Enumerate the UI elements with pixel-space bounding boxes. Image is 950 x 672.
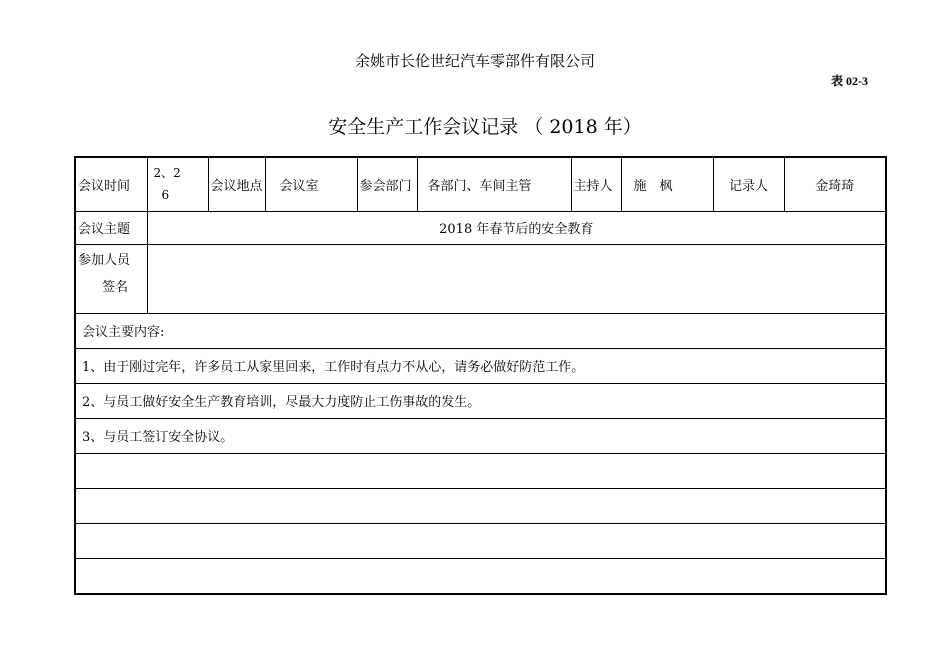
dept-label: 参会部门	[357, 157, 417, 211]
recorder-value: 金琦琦	[784, 157, 886, 211]
form-number: 表 02-3	[831, 74, 868, 88]
time-value-cell	[147, 157, 208, 211]
topic-value: 2018 年春节后的安全教育	[147, 211, 886, 244]
location-value: 会议室	[265, 157, 357, 211]
content-item-1: 1、由于刚过完年，许多员工从家里回来，工作时有点力不从心，请务必做好防范工作。	[75, 348, 886, 383]
host-label: 主持人	[571, 157, 621, 211]
content-line	[75, 348, 886, 383]
meeting-info-row	[75, 157, 886, 211]
content-item-4	[75, 453, 886, 488]
content-line	[75, 558, 886, 594]
content-item-6	[75, 523, 886, 558]
participants-label-line2: 签名	[102, 279, 129, 295]
location-label: 会议地点	[208, 157, 265, 211]
content-label-row	[75, 313, 886, 348]
content-item-5	[75, 488, 886, 523]
company-name: 余姚市长伦世纪汽车零部件有限公司	[354, 52, 595, 70]
page-title: 安全生产工作会议记录 （ 2018 年）	[328, 116, 642, 138]
participants-row	[75, 244, 886, 313]
recorder-label: 记录人	[713, 157, 784, 211]
content-line	[75, 453, 886, 488]
dept-value: 各部门、车间主管	[417, 157, 571, 211]
content-line	[75, 418, 886, 453]
time-value-line1: 2、2	[153, 166, 181, 180]
content-item-2: 2、与员工做好安全生产教育培训，尽最大力度防止工伤事故的发生。	[75, 383, 886, 418]
participants-label	[75, 244, 147, 313]
host-value: 施 枫	[621, 157, 713, 211]
content-line	[75, 523, 886, 558]
content-line	[75, 383, 886, 418]
topic-label: 会议主题	[75, 211, 147, 244]
content-item-3: 3、与员工签订安全协议。	[75, 418, 886, 453]
meeting-record-table	[74, 156, 887, 595]
topic-row	[75, 211, 886, 244]
content-label: 会议主要内容:	[75, 313, 886, 348]
participants-label-line1: 参加人员	[78, 252, 131, 268]
content-line	[75, 488, 886, 523]
content-item-7	[75, 558, 886, 594]
participants-signatures	[147, 244, 886, 313]
time-label: 会议时间	[75, 157, 147, 211]
time-value-line2: 6	[161, 188, 170, 202]
